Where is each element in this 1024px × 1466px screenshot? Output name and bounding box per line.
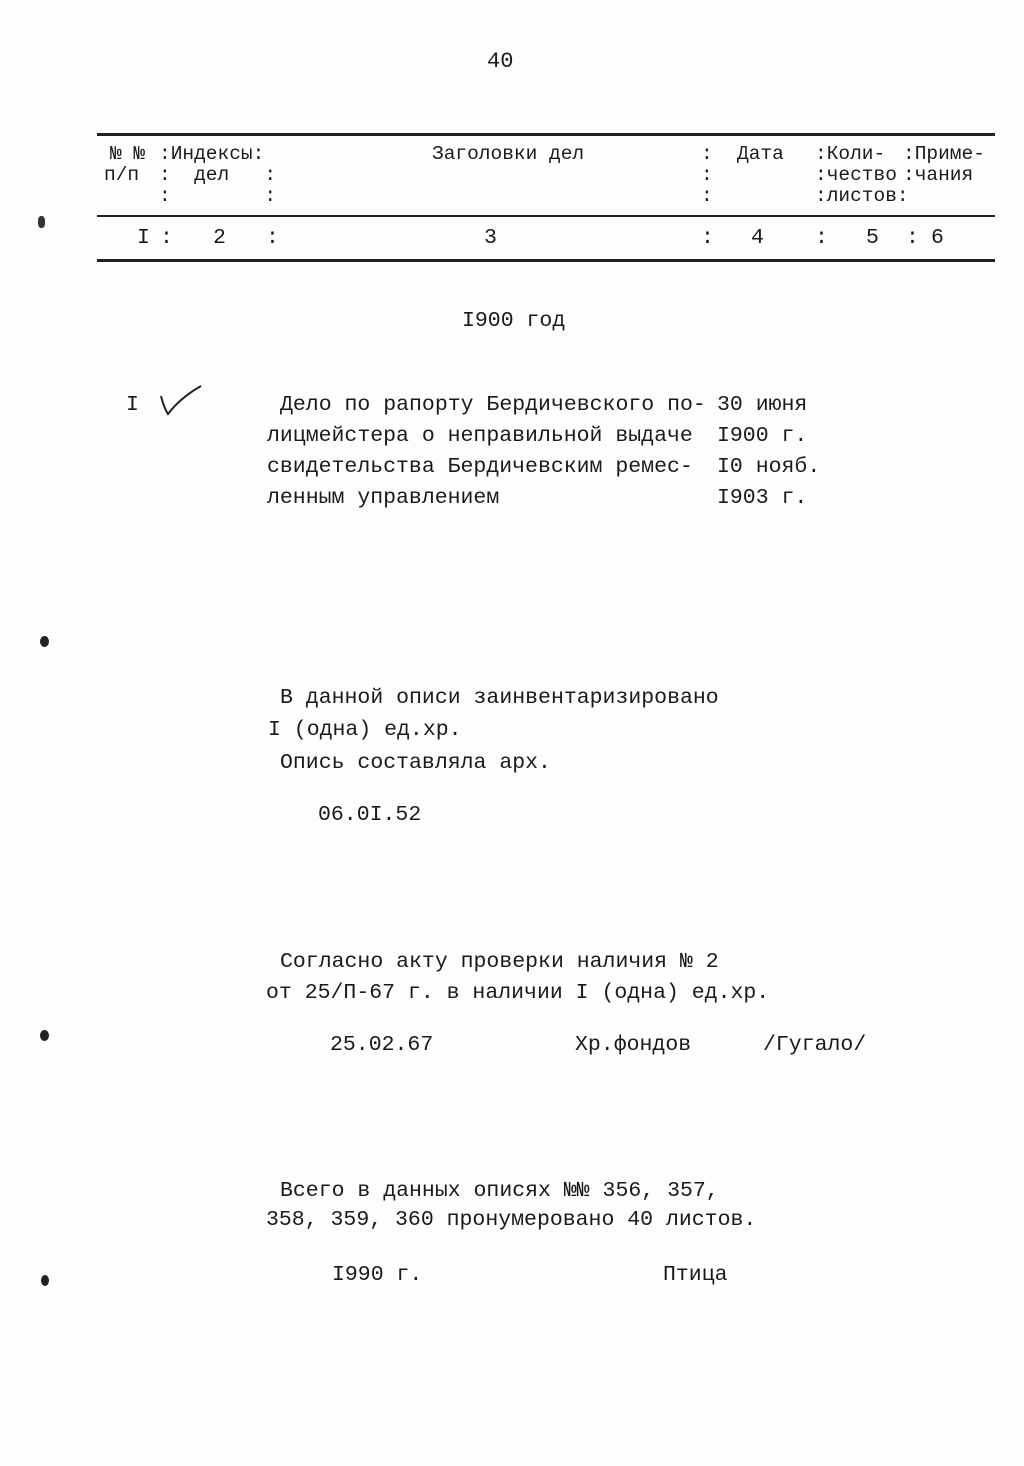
summary-line: I (одна) ед.хр. [268, 718, 462, 742]
entry-title-line: ленным управлением [267, 486, 500, 510]
binding-hole-mark [38, 216, 45, 228]
column-number-5: 5 [866, 226, 879, 250]
check-line: от 25/П-67 г. в наличии I (одна) ед.хр. [266, 981, 770, 1005]
entry-date-line: I903 г. [717, 486, 808, 510]
col-count-header-2: :чество [815, 164, 897, 186]
summary-date: 06.0I.52 [318, 803, 422, 827]
summary-line: В данной описи заинвентаризировано [280, 686, 719, 710]
col-title-header: Заголовки дел [432, 143, 585, 165]
separator: : [701, 226, 714, 250]
separator: : [160, 226, 173, 250]
table-top-rule [97, 133, 995, 136]
total-year: I990 г. [332, 1263, 423, 1287]
check-position: Хр.фондов [575, 1033, 692, 1057]
col-notes-header-2: :чания [903, 164, 974, 186]
col-title-sep-2: : [701, 164, 713, 186]
entry-title-line: лицмейстера о неправильной выдаче [267, 424, 693, 448]
summary-line: Опись составляла арх. [280, 751, 551, 775]
entry-date-line: 30 июня [717, 393, 808, 417]
column-number-1: I [137, 226, 150, 250]
col-title-sep-1: : [701, 143, 713, 165]
separator: : [906, 226, 919, 250]
col-index-header-3: : : [159, 185, 277, 207]
col-count-header-3: :листов: [815, 185, 909, 207]
entry-number: I [126, 393, 139, 417]
col-title-sep-3: : [701, 185, 713, 207]
column-number-3: 3 [484, 226, 497, 250]
separator: : [815, 226, 828, 250]
check-signature-name: /Гугало/ [763, 1033, 867, 1057]
col-count-header-1: :Коли- [815, 143, 886, 165]
total-line: 358, 359, 360 пронумеровано 40 листов. [266, 1208, 757, 1232]
col-date-header: Дата [737, 143, 784, 165]
checkmark-icon [158, 384, 204, 416]
year-heading: I900 год [462, 309, 566, 333]
column-number-6: 6 [931, 226, 944, 250]
binding-hole-mark [40, 636, 49, 647]
column-number-4: 4 [751, 226, 764, 250]
col-number-header-1: № № [110, 143, 146, 165]
column-number-2: 2 [213, 226, 226, 250]
entry-title-line: свидетельства Бердичевским ремес- [267, 455, 693, 479]
col-index-header-2: : дел : [159, 164, 277, 186]
page-number: 40 [487, 49, 514, 74]
entry-date-line: I0 нояб. [717, 455, 821, 479]
separator: : [266, 226, 279, 250]
col-notes-header-1: :Приме- [903, 143, 985, 165]
col-number-header-2: п/п [104, 164, 140, 186]
table-header-rule [97, 215, 995, 217]
entry-date-line: I900 г. [717, 424, 808, 448]
binding-hole-mark [41, 1275, 49, 1286]
total-signature-name: Птица [663, 1263, 728, 1287]
total-line: Всего в данных описях №№ 356, 357, [280, 1179, 719, 1203]
col-index-header-1: :Индексы: [159, 143, 265, 165]
binding-hole-mark [40, 1030, 49, 1041]
table-bottom-rule [97, 259, 995, 262]
check-date: 25.02.67 [330, 1033, 434, 1057]
check-line: Согласно акту проверки наличия № 2 [280, 950, 719, 974]
entry-title-line: Дело по рапорту Бердичевского по- [280, 393, 706, 417]
